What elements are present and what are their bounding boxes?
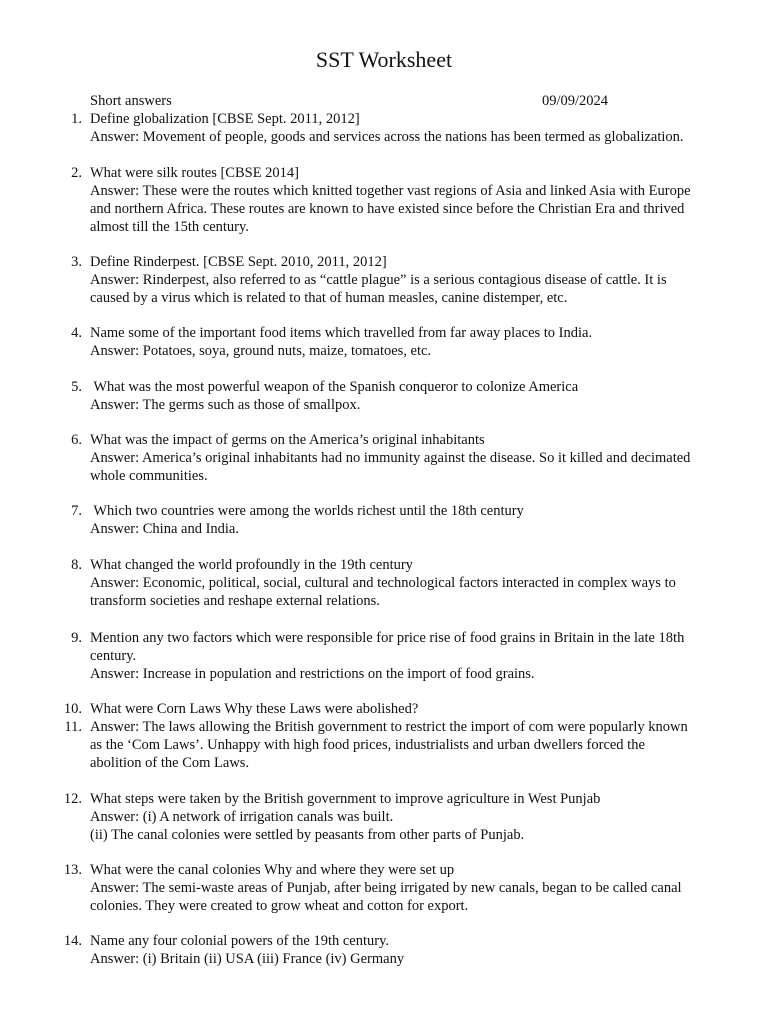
answer-text: Answer: The semi-waste areas of Punjab, after being irrigated by new canals, began to be called canal bbox=[90, 880, 682, 896]
question-body bbox=[90, 629, 724, 683]
question-number: 8. bbox=[71, 557, 82, 573]
question-body bbox=[90, 164, 724, 236]
answer-text: (ii) The canal colonies were settled by peasants from other parts of Punjab. bbox=[90, 827, 525, 843]
answer-text: abolition of the Com Laws. bbox=[90, 755, 250, 771]
question-item bbox=[0, 790, 768, 844]
question-text: Name some of the important food items which travelled from far away places to India. bbox=[90, 325, 593, 341]
question-text: What changed the world profoundly in the 19th century bbox=[90, 557, 413, 573]
question-number: 14. bbox=[63, 933, 82, 949]
question-item bbox=[0, 718, 768, 772]
question-body bbox=[90, 932, 724, 968]
question-number: 4. bbox=[71, 325, 82, 341]
answer-text: caused by a virus which is related to that of human measles, canine distemper, etc. bbox=[90, 290, 568, 306]
question-body bbox=[90, 324, 724, 360]
worksheet-header bbox=[90, 92, 768, 110]
question-text: Define Rinderpest. [CBSE Sept. 2010, 2011, 2012] bbox=[90, 254, 387, 270]
question-body bbox=[90, 700, 724, 718]
question-number: 9. bbox=[71, 630, 82, 646]
section-label: Short answers bbox=[90, 93, 172, 109]
question-text: What were silk routes [CBSE 2014] bbox=[90, 165, 300, 181]
answer-text: almost till the 15th century. bbox=[90, 219, 249, 235]
question-text: Which two countries were among the worlds richest until the 18th century bbox=[90, 503, 524, 519]
question-text: Define globalization [CBSE Sept. 2011, 2012] bbox=[90, 111, 360, 127]
question-number: 11. bbox=[64, 719, 82, 735]
question-item bbox=[0, 556, 768, 610]
question-text: What was the impact of germs on the America’s original inhabitants bbox=[90, 432, 485, 448]
question-number: 2. bbox=[71, 165, 82, 181]
question-text: Name any four colonial powers of the 19th century. bbox=[90, 933, 390, 949]
worksheet-date: 09/09/2024 bbox=[542, 93, 609, 109]
question-item bbox=[0, 502, 768, 538]
answer-text: Answer: Movement of people, goods and services across the nations has been termed as globalization. bbox=[90, 129, 684, 145]
question-number: 13. bbox=[63, 862, 82, 878]
question-text: What were Corn Laws Why these Laws were abolished? bbox=[90, 701, 419, 717]
answer-text: century. bbox=[90, 648, 137, 664]
question-item bbox=[0, 324, 768, 360]
answer-text: Answer: Potatoes, soya, ground nuts, maize, tomatoes, etc. bbox=[90, 343, 432, 359]
question-number: 5. bbox=[71, 379, 82, 395]
question-item bbox=[0, 932, 768, 968]
answer-text: Answer: These were the routes which knitted together vast regions of Asia and linked Asia with Europe bbox=[90, 183, 691, 199]
question-item bbox=[0, 110, 768, 146]
question-body bbox=[90, 790, 724, 844]
answer-text: Answer: (i) A network of irrigation canals was built. bbox=[90, 809, 394, 825]
question-number: 10. bbox=[63, 701, 82, 717]
question-item bbox=[0, 431, 768, 485]
answer-text: Answer: The germs such as those of smallpox. bbox=[90, 397, 361, 413]
question-number: 3. bbox=[71, 254, 82, 270]
question-text: What steps were taken by the British government to improve agriculture in West Punjab bbox=[90, 791, 601, 807]
question-text: What were the canal colonies Why and where they were set up bbox=[90, 862, 455, 878]
answer-text: Answer: (i) Britain (ii) USA (iii) France (iv) Germany bbox=[90, 951, 405, 967]
page-title: SST Worksheet bbox=[315, 47, 453, 72]
question-item bbox=[0, 378, 768, 414]
question-body bbox=[90, 556, 724, 610]
answer-text: as the ‘Com Laws’. Unhappy with high food prices, industrialists and urban dwellers forced the bbox=[90, 737, 645, 753]
question-number: 12. bbox=[63, 791, 82, 807]
question-number: 7. bbox=[71, 503, 82, 519]
question-item bbox=[0, 700, 768, 718]
question-number: 6. bbox=[71, 432, 82, 448]
answer-text: whole communities. bbox=[90, 468, 208, 484]
question-item bbox=[0, 629, 768, 683]
answer-text: and northern Africa. These routes are known to have existed since before the Christian Era and thrived bbox=[90, 201, 685, 217]
question-number: 1. bbox=[71, 111, 82, 127]
answer-text: Answer: China and India. bbox=[90, 521, 239, 537]
question-body bbox=[90, 253, 724, 307]
question-text: Mention any two factors which were responsible for price rise of food grains in Britain in the late 18th bbox=[90, 630, 685, 646]
question-item bbox=[0, 253, 768, 307]
question-body bbox=[90, 110, 724, 146]
question-body bbox=[90, 431, 724, 485]
question-body bbox=[90, 718, 724, 772]
answer-text: colonies. They were created to grow wheat and cotton for export. bbox=[90, 898, 469, 914]
question-body bbox=[90, 502, 724, 538]
answer-text: Answer: Rinderpest, also referred to as “cattle plague” is a serious contagious disease of cattle. It is bbox=[90, 272, 667, 288]
question-item bbox=[0, 164, 768, 236]
answer-text: Answer: The laws allowing the British government to restrict the import of com were popularly known bbox=[90, 719, 688, 735]
answer-text: Answer: Increase in population and restrictions on the import of food grains. bbox=[90, 666, 535, 682]
question-item bbox=[0, 861, 768, 915]
question-body bbox=[90, 861, 724, 915]
question-text: What was the most powerful weapon of the Spanish conqueror to colonize America bbox=[90, 379, 579, 395]
answer-text: transform societies and reshape external relations. bbox=[90, 593, 380, 609]
answer-text: Answer: Economic, political, social, cultural and technological factors interacted in complex ways to bbox=[90, 575, 676, 591]
answer-text: Answer: America’s original inhabitants had no immunity against the disease. So it killed and decimated bbox=[90, 450, 691, 466]
question-body bbox=[90, 378, 724, 414]
